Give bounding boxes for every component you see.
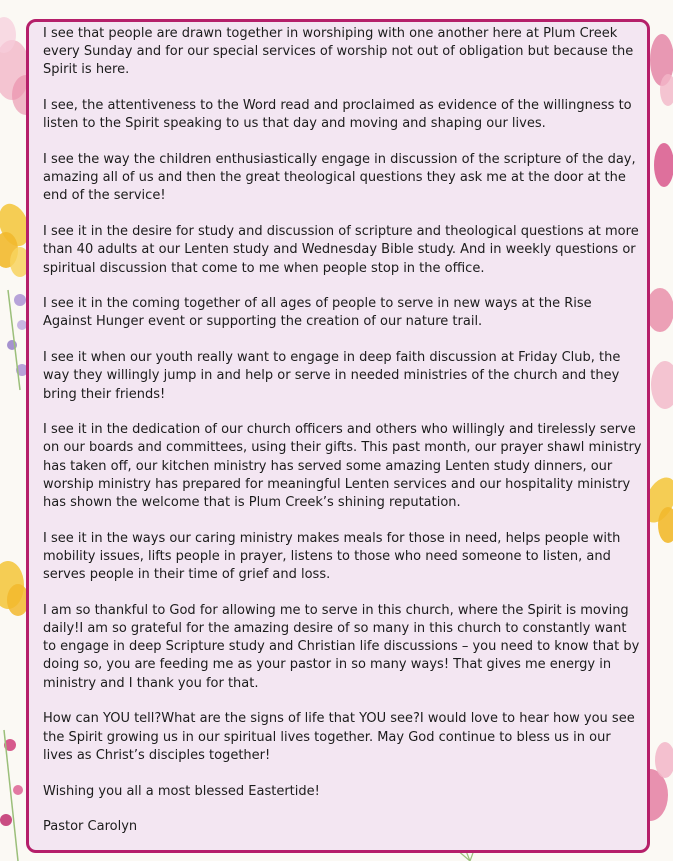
closing-line: Wishing you all a most blessed Eastertide! [43,783,320,799]
paragraph-worship: I see that people are drawn together in worshiping with one another here at Plum Creek every Sunday and for our special services of worship not out of obligation but because the Spirit is here. [43,26,634,78]
letter-body [43,25,643,836]
left-purple-buds-icon [7,290,28,390]
paragraph-children: I see the way the children enthusiastically engage in discussion of the scripture of the day, amazing all of us and then the great theological questions they ask me at the door at the end of the service! [43,152,636,204]
paragraph-youth: I see it when our youth really want to engage in deep faith discussion at Friday Club, the way they willingly jump in and help or serve in needed ministries of the church and they bring their friends! [43,350,621,402]
left-bottom-pink-flowers-icon [0,730,23,861]
paragraph-attentiveness: I see, the attentiveness to the Word read and proclaimed as evidence of the willingness to listen to the Spirit speaking to us that day and moving and shaping our lives. [43,98,632,132]
paragraph-caring: I see it in the ways our caring ministry makes meals for those in need, helps people with mobility issues, lifts people in prayer, listens to those who need someone to listen, and serves people in their time of grief and loss. [43,530,621,583]
paragraph-thankful: I am so thankful to God for allowing me to serve in this church, where the Spirit is moving daily!I am so grateful for the amazing desire of so many in this church to constantly want to engage in deep Scripture study and Christian life discussions – you need to know that by doing so, you are feeding me as your pastor in so many ways! That gives me energy in ministry and I thank you for that. [43,602,640,691]
paragraph-signs-of-life: How can YOU tell?What are the signs of life that YOU see?I would love to hear how you see the Spirit growing us in our spiritual lives together. May God continue to bless us in our lives as Christ’s disciples together! [43,711,635,763]
paragraph-dedication: I see it in the dedication of our church officers and others who willingly and tirelessly serve on our boards and committees, using their gifts. This past month, our prayer shawl ministry has taken off, our kitchen ministry has served some amazing Lenten study dinners, our worship ministry has prepared for meaningful Lenten services and our hospitality ministry has shown the welcome that is Plum Creek’s shining reputation. [43,422,642,511]
paragraph-study: I see it in the desire for study and discussion of scripture and theological questions at more than 40 adults at our Lenten study and Wednesday Bible study. And in weekly questions or spiritual discussion that come to me when people stop in the office. [43,224,639,276]
left-lower-yellow-flower-icon [0,561,29,616]
right-pink-blossom-icon [646,143,673,409]
top-right-pink-flower-icon [650,34,673,106]
paragraph-serve: I see it in the coming together of all ages of people to serve in new ways at the Rise Against Hunger event or supporting the creation of our nature trail. [43,296,592,330]
signature: Pastor Carolyn [43,819,138,835]
